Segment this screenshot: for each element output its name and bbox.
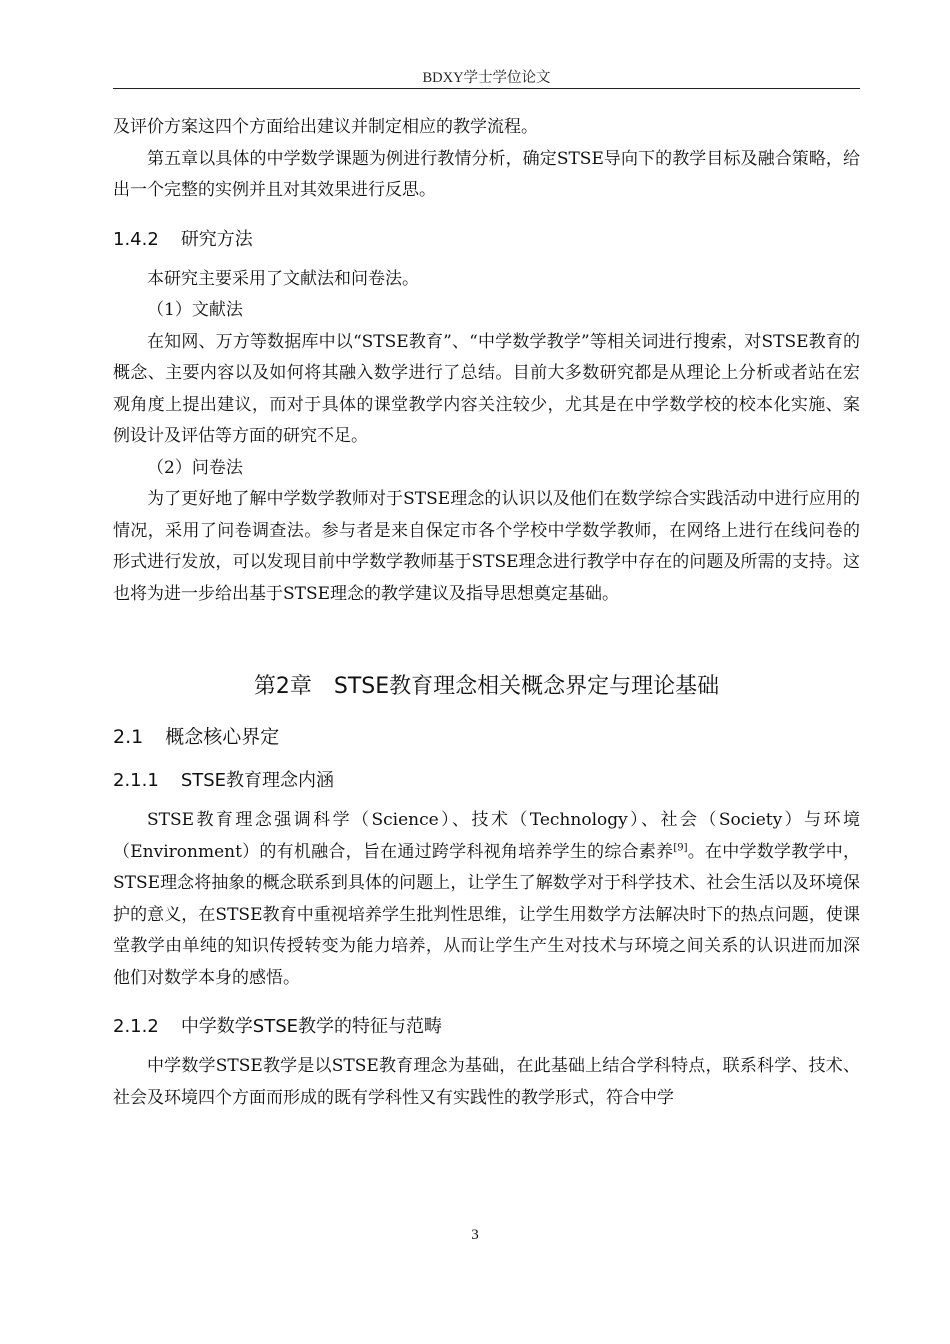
section-title: 概念核心界定 (165, 726, 280, 748)
section-number: 1.4.2 (113, 228, 159, 250)
paragraph: 为了更好地了解中学数学教师对于STSE理念的认识以及他们在数学综合实践活动中进行应用的情况，采用了问卷调查法。参与者是来自保定市各个学校中学数学教师，在网络上进行在线问卷的形式进行发放，可以发现目前中学数学教师基于STSE理念进行教学中存在的问题及所需的支持。这也将为进一步给出基于STSE理念的教学建议及指导思想奠定基础。 (113, 489, 860, 604)
section-heading-2-1-2 (113, 1014, 860, 1040)
citation-ref[interactable]: [9] (673, 841, 688, 853)
header-rule (113, 88, 860, 89)
paragraph: 第五章以具体的中学数学课题为例进行教情分析，确定STSE导向下的教学目标及融合策略，给出一个完整的实例并且对其效果进行反思。 (113, 148, 860, 200)
paragraph: 中学数学STSE教学是以STSE教育理念为基础，在此基础上结合学科特点，联系科学、技术、社会及环境四个方面而形成的既有学科性又有实践性的教学形式，符合中学 (113, 1056, 860, 1108)
paragraph-text: 。在中学数学教学中，STSE理念将抽象的概念联系到具体的问题上，让学生了解数学对于科学技术、社会生活以及环境保护的意义，在STSE教育中重视培养学生批判性思维，让学生用数学方法解决时下的热点问题，使课堂教学由单纯的知识传授转变为能力培养，从而让学生产生对技术与环境之间关系的认识进而加深他们对数学本身的感悟。 (113, 841, 861, 988)
page-number: 3 (471, 1227, 479, 1243)
section-heading-2-1 (113, 724, 860, 750)
list-item: （1）文献法 (147, 300, 243, 320)
section-number: 2.1.2 (113, 1016, 159, 1037)
chapter-label: 第2章 (253, 674, 312, 699)
paragraph (113, 805, 860, 994)
section-number: 2.1 (113, 726, 144, 748)
running-header: BDXY学士学位论文 (422, 70, 551, 86)
paragraph: 及评价方案这四个方面给出建议并制定相应的教学流程。 (113, 117, 538, 137)
section-title: STSE教育理念内涵 (180, 770, 335, 791)
section-heading-2-1-1 (113, 768, 860, 794)
section-heading-1-4-2 (113, 227, 860, 253)
paragraph: 本研究主要采用了文献法和问卷法。 (147, 268, 419, 289)
chapter-title: STSE教育理念相关概念界定与理论基础 (333, 674, 720, 699)
section-number: 2.1.1 (113, 770, 159, 791)
chapter-heading (113, 672, 860, 702)
section-title: 中学数学STSE教学的特征与范畴 (180, 1016, 443, 1037)
list-item: （2）问卷法 (147, 457, 243, 478)
paragraph: 在知网、万方等数据库中以“STSE教育”、“中学数学教学”等相关词进行搜索，对STSE教育的概念、主要内容以及如何将其融入数学进行了总结。目前大多数研究都是从理论上分析或者站在宏观角度上提出建议，而对于具体的课堂教学内容关注较少，尤其是在中学数学校的校本化实施、案例设计及评估等方面的研究不足。 (113, 331, 860, 446)
section-title: 研究方法 (180, 228, 253, 250)
paragraph-text: STSE教育理念强调科学（Science）、技术（Technology）、社会（Society）与环境（Environment）的有机融合，旨在通过跨学科视角培养学生的综合素养 (113, 810, 860, 862)
page-body (113, 112, 860, 1114)
